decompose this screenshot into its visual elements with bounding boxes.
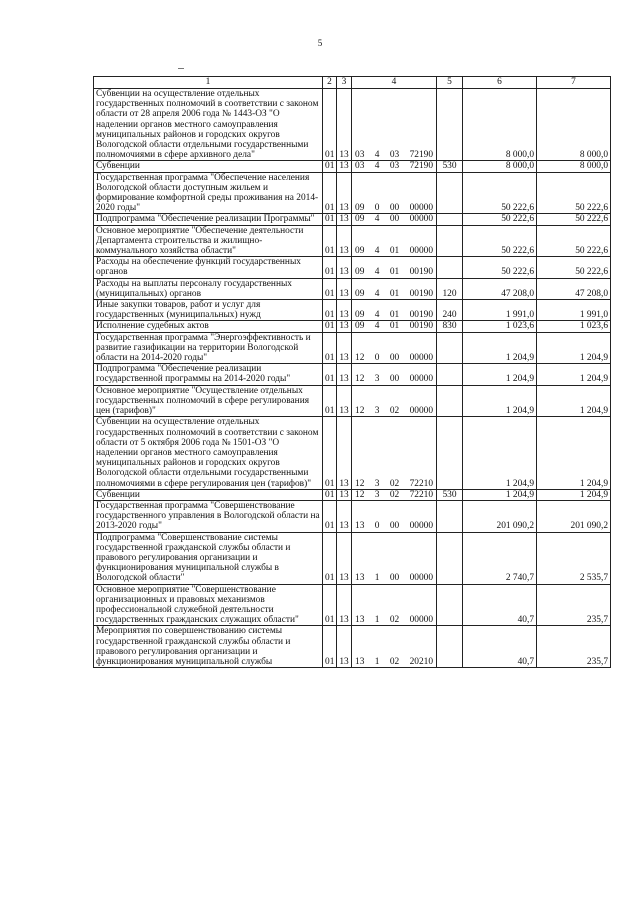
target-article-code-parts (354, 321, 434, 331)
code-part: 02 (389, 656, 400, 667)
table-row (94, 278, 611, 299)
expense-type-code: 240 (437, 300, 463, 321)
code-part: 00000 (409, 353, 433, 364)
row-name: Основное мероприятие "Совершенствование организационных и правовых механизмов профессиональной служебной деятельности государственных гражданских служащих области" (94, 584, 323, 626)
code-part: 3 (374, 489, 380, 500)
code-part: 01 (389, 310, 400, 321)
subsection-code: 13 (337, 89, 352, 161)
amount-year-1: 47 208,0 (463, 278, 537, 299)
code-part: 00190 (409, 321, 433, 332)
code-part: 0 (374, 353, 380, 364)
target-article-code-parts (354, 521, 434, 531)
code-part: 1 (374, 656, 380, 667)
code-part: 03 (389, 161, 400, 172)
amount-year-2: 2 535,7 (537, 532, 611, 584)
target-article-code-parts (354, 406, 434, 416)
code-part: 1 (374, 573, 380, 584)
code-part: 12 (355, 353, 365, 364)
code-part: 09 (355, 310, 365, 321)
target-article-code (352, 161, 437, 172)
code-part: 3 (374, 374, 380, 385)
target-article-code (352, 225, 437, 257)
target-article-code-parts (354, 573, 434, 583)
code-part: 02 (389, 406, 400, 417)
code-part: 00000 (409, 615, 433, 626)
target-article-code (352, 214, 437, 225)
code-part: 13 (355, 615, 365, 626)
amount-year-1: 50 222,6 (463, 214, 537, 225)
section-code: 01 (323, 500, 337, 532)
code-part: 13 (355, 521, 365, 532)
subsection-code: 13 (337, 364, 352, 385)
code-part: 01 (389, 267, 400, 278)
section-code: 01 (323, 225, 337, 257)
expense-type-code (437, 626, 463, 668)
subsection-code: 13 (337, 321, 352, 332)
code-part: 4 (374, 321, 380, 332)
amount-year-2: 50 222,6 (537, 172, 611, 214)
amount-year-2: 1 204,9 (537, 489, 611, 500)
expense-type-code (437, 172, 463, 214)
target-article-code (352, 385, 437, 417)
expense-type-code (437, 332, 463, 364)
code-part: 0 (374, 521, 380, 532)
row-name: Исполнение судебных актов (94, 321, 323, 332)
code-part: 00 (389, 353, 400, 364)
code-part: 00000 (409, 246, 433, 257)
code-part: 4 (374, 161, 380, 172)
code-part: 09 (355, 246, 365, 257)
amount-year-2: 1 204,9 (537, 385, 611, 417)
table-row (94, 626, 611, 668)
row-name: Расходы на выплаты персоналу государственных (муниципальных) органов (94, 278, 323, 299)
target-article-code (352, 417, 437, 489)
section-code: 01 (323, 161, 337, 172)
amount-year-1: 1 204,9 (463, 489, 537, 500)
amount-year-2: 1 204,9 (537, 364, 611, 385)
subsection-code: 13 (337, 626, 352, 668)
code-part: 4 (374, 246, 380, 257)
code-part: 12 (355, 478, 365, 489)
target-article-code-parts (354, 161, 434, 171)
header-cell: 3 (337, 77, 352, 89)
section-code: 01 (323, 321, 337, 332)
code-part: 00190 (409, 310, 433, 321)
amount-year-1: 8 000,0 (463, 161, 537, 172)
row-name: Субвенции (94, 161, 323, 172)
target-article-code-parts (354, 374, 434, 384)
target-article-code-parts (354, 353, 434, 363)
target-article-code-parts (354, 310, 434, 320)
code-part: 09 (355, 203, 365, 214)
target-article-code (352, 257, 437, 278)
section-code: 01 (323, 300, 337, 321)
code-part: 1 (374, 615, 380, 626)
target-article-code-parts (354, 214, 434, 224)
section-code: 01 (323, 257, 337, 278)
table-row (94, 489, 611, 500)
amount-year-1: 50 222,6 (463, 225, 537, 257)
amount-year-1: 2 740,7 (463, 532, 537, 584)
amount-year-1: 1 204,9 (463, 417, 537, 489)
table-row (94, 300, 611, 321)
amount-year-1: 1 204,9 (463, 385, 537, 417)
section-code: 01 (323, 489, 337, 500)
expense-type-code (437, 417, 463, 489)
expense-type-code: 530 (437, 489, 463, 500)
amount-year-1: 40,7 (463, 584, 537, 626)
amount-year-1: 1 991,0 (463, 300, 537, 321)
code-part: 01 (389, 288, 400, 299)
row-name: Субвенции (94, 489, 323, 500)
subsection-code: 13 (337, 332, 352, 364)
subsection-code: 13 (337, 532, 352, 584)
table-row (94, 161, 611, 172)
code-part: 13 (355, 656, 365, 667)
header-cell: 2 (323, 77, 337, 89)
code-part: 13 (355, 573, 365, 584)
expense-type-code (437, 584, 463, 626)
code-part: 02 (389, 615, 400, 626)
target-article-code-parts (354, 657, 434, 667)
expense-type-code (437, 89, 463, 161)
section-code: 01 (323, 214, 337, 225)
amount-year-2: 1 023,6 (537, 321, 611, 332)
row-name: Основное мероприятие "Осуществление отдельных государственных полномочий в сфере регулирования цен (тарифов)" (94, 385, 323, 417)
section-code: 01 (323, 385, 337, 417)
amount-year-2: 8 000,0 (537, 89, 611, 161)
subsection-code: 13 (337, 489, 352, 500)
code-part: 01 (389, 246, 400, 257)
subsection-code: 13 (337, 417, 352, 489)
code-part: 00000 (409, 203, 433, 214)
target-article-code (352, 584, 437, 626)
amount-year-2: 50 222,6 (537, 225, 611, 257)
target-article-code-parts (354, 490, 434, 500)
code-part: 72210 (409, 489, 433, 500)
amount-year-1: 8 000,0 (463, 89, 537, 161)
subsection-code: 13 (337, 161, 352, 172)
target-article-code-parts (354, 150, 434, 160)
code-part: 00 (389, 214, 400, 225)
code-part: 20210 (409, 656, 433, 667)
target-article-code (352, 89, 437, 161)
expense-type-code: 120 (437, 278, 463, 299)
table-row (94, 500, 611, 532)
amount-year-2: 201 090,2 (537, 500, 611, 532)
row-name: Иные закупки товаров, работ и услуг для государственных (муниципальных) нужд (94, 300, 323, 321)
code-part: 09 (355, 288, 365, 299)
subsection-code: 13 (337, 584, 352, 626)
row-name: Подпрограмма "Совершенствование системы государственной гражданской службы области и правового регулирования организации и функционирования муниципальной службы в Вологодской области" (94, 532, 323, 584)
amount-year-1: 50 222,6 (463, 172, 537, 214)
target-article-code (352, 489, 437, 500)
code-part: 00000 (409, 521, 433, 532)
budget-table (93, 76, 611, 668)
subsection-code: 13 (337, 300, 352, 321)
amount-year-2: 1 204,9 (537, 417, 611, 489)
expense-type-code (437, 364, 463, 385)
code-part: 72210 (409, 478, 433, 489)
section-code: 01 (323, 364, 337, 385)
code-part: 4 (374, 267, 380, 278)
amount-year-2: 235,7 (537, 626, 611, 668)
target-article-code-parts (354, 267, 434, 277)
row-name: Государственная программа "Совершенствование государственного управления в Вологодской области на 2013-2020 годы" (94, 500, 323, 532)
table-row (94, 225, 611, 257)
section-code: 01 (323, 332, 337, 364)
header-cell: 5 (437, 77, 463, 89)
table-row (94, 89, 611, 161)
subsection-code: 13 (337, 214, 352, 225)
code-part: 72190 (409, 161, 433, 172)
page-number: 5 (317, 38, 323, 48)
target-article-code (352, 500, 437, 532)
expense-type-code: 830 (437, 321, 463, 332)
table-row (94, 321, 611, 332)
table-row (94, 417, 611, 489)
code-part: 4 (374, 288, 380, 299)
amount-year-1: 1 204,9 (463, 332, 537, 364)
scan-mark (178, 68, 184, 69)
section-code: 01 (323, 584, 337, 626)
code-part: 12 (355, 489, 365, 500)
row-name: Расходы на обеспечение функций государственных органов (94, 257, 323, 278)
row-name: Подпрограмма "Обеспечение реализации государственной программы на 2014-2020 годы" (94, 364, 323, 385)
subsection-code: 13 (337, 225, 352, 257)
code-part: 00 (389, 521, 400, 532)
target-article-code (352, 300, 437, 321)
code-part: 00190 (409, 288, 433, 299)
table-row (94, 364, 611, 385)
subsection-code: 13 (337, 257, 352, 278)
subsection-code: 13 (337, 172, 352, 214)
code-part: 03 (355, 150, 365, 161)
code-part: 72190 (409, 150, 433, 161)
code-part: 12 (355, 374, 365, 385)
code-part: 09 (355, 214, 365, 225)
code-part: 09 (355, 267, 365, 278)
table-row (94, 172, 611, 214)
target-article-code (352, 364, 437, 385)
amount-year-1: 201 090,2 (463, 500, 537, 532)
target-article-code (352, 172, 437, 214)
row-name: Основное мероприятие "Обеспечение деятельности Департамента строительства и жилищно-коммунального хозяйства области" (94, 225, 323, 257)
code-part: 00000 (409, 406, 433, 417)
code-part: 3 (374, 406, 380, 417)
amount-year-2: 1 991,0 (537, 300, 611, 321)
amount-year-2: 235,7 (537, 584, 611, 626)
code-part: 00000 (409, 214, 433, 225)
code-part: 00000 (409, 573, 433, 584)
target-article-code-parts (354, 203, 434, 213)
header-cell: 6 (463, 77, 537, 89)
expense-type-code: 530 (437, 161, 463, 172)
expense-type-code (437, 532, 463, 584)
expense-type-code (437, 385, 463, 417)
row-name: Субвенции на осуществление отдельных государственных полномочий в соответствии с законом области от 28 апреля 2006 года № 1443-ОЗ "О наделении органов местного самоуправления муниципальных районов и городских округов Вологодской области отдельными государственными полномочиями в сфере архивного дела" (94, 89, 323, 161)
expense-type-code (437, 214, 463, 225)
header-cell: 4 (352, 77, 437, 89)
target-article-code-parts (354, 246, 434, 256)
amount-year-1: 1 204,9 (463, 364, 537, 385)
table-row (94, 385, 611, 417)
code-part: 00 (389, 573, 400, 584)
section-code: 01 (323, 626, 337, 668)
subsection-code: 13 (337, 385, 352, 417)
target-article-code-parts (354, 289, 434, 299)
code-part: 03 (355, 161, 365, 172)
amount-year-1: 50 222,6 (463, 257, 537, 278)
section-code: 01 (323, 89, 337, 161)
code-part: 4 (374, 214, 380, 225)
amount-year-2: 50 222,6 (537, 257, 611, 278)
code-part: 00 (389, 374, 400, 385)
code-part: 02 (389, 489, 400, 500)
target-article-code (352, 332, 437, 364)
subsection-code: 13 (337, 500, 352, 532)
section-code: 01 (323, 172, 337, 214)
row-name: Государственная программа "Энергоэффективность и развитие газификации на территории Вологодской области на 2014-2020 годы" (94, 332, 323, 364)
target-article-code-parts (354, 479, 434, 489)
row-name: Субвенции на осуществление отдельных государственных полномочий в соответствии с законом области от 5 октября 2006 года № 1501-ОЗ "О наделении органов местного самоуправления муниципальных районов и городских округов Вологодской области отдельными государственными полномочиями в сфере регулирования цен (тарифов)" (94, 417, 323, 489)
amount-year-1: 1 023,6 (463, 321, 537, 332)
section-code: 01 (323, 532, 337, 584)
row-name: Мероприятия по совершенствованию системы государственной гражданской службы области и правового регулирования организации и функционирования муниципальной службы (94, 626, 323, 668)
table-row (94, 214, 611, 225)
amount-year-2: 50 222,6 (537, 214, 611, 225)
amount-year-2: 47 208,0 (537, 278, 611, 299)
table-row (94, 532, 611, 584)
expense-type-code (437, 500, 463, 532)
code-part: 02 (389, 478, 400, 489)
target-article-code (352, 278, 437, 299)
target-article-code (352, 532, 437, 584)
code-part: 0 (374, 203, 380, 214)
code-part: 4 (374, 150, 380, 161)
target-article-code-parts (354, 615, 434, 625)
expense-type-code (437, 225, 463, 257)
code-part: 03 (389, 150, 400, 161)
header-cell: 1 (94, 77, 323, 89)
code-part: 00000 (409, 374, 433, 385)
target-article-code (352, 626, 437, 668)
code-part: 09 (355, 321, 365, 332)
subsection-code: 13 (337, 278, 352, 299)
table-row (94, 332, 611, 364)
code-part: 3 (374, 478, 380, 489)
code-part: 00190 (409, 267, 433, 278)
target-article-code (352, 321, 437, 332)
section-code: 01 (323, 417, 337, 489)
code-part: 4 (374, 310, 380, 321)
amount-year-2: 1 204,9 (537, 332, 611, 364)
header-row (94, 77, 611, 89)
amount-year-2: 8 000,0 (537, 161, 611, 172)
expense-type-code (437, 257, 463, 278)
row-name: Подпрограмма "Обеспечение реализации Программы" (94, 214, 323, 225)
code-part: 00 (389, 203, 400, 214)
code-part: 01 (389, 321, 400, 332)
header-cell: 7 (537, 77, 611, 89)
code-part: 12 (355, 406, 365, 417)
table-row (94, 584, 611, 626)
amount-year-1: 40,7 (463, 626, 537, 668)
section-code: 01 (323, 278, 337, 299)
row-name: Государственная программа "Обеспечение населения Вологодской области доступным жильем и формирование комфортной среды проживания на 2014-2020 годы" (94, 172, 323, 214)
table-row (94, 257, 611, 278)
